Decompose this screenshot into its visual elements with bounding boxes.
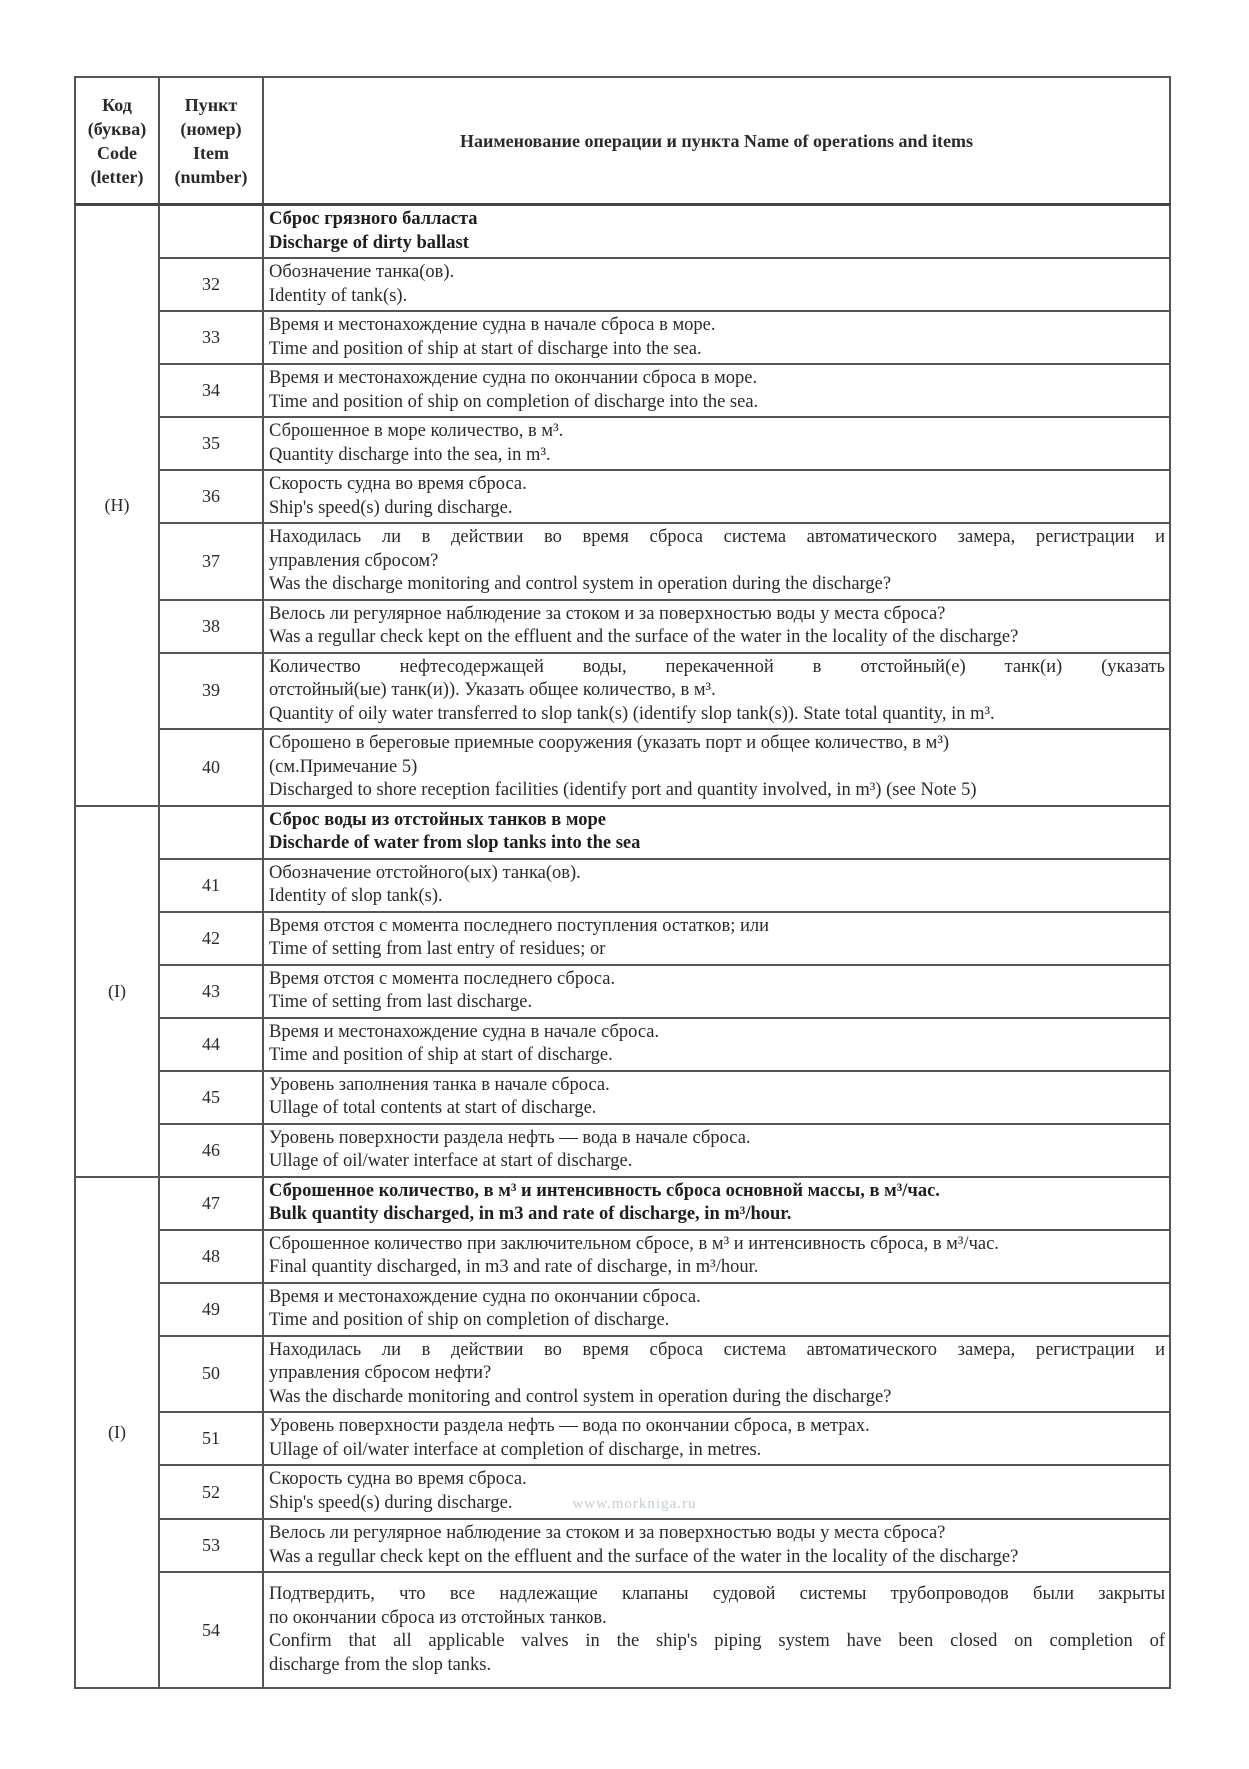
description-line: [269, 391, 1165, 415]
description-text: Велось ли регулярное наблюдение за стоком и за поверхностью воды у места сброса?: [269, 1523, 946, 1543]
description-text: Time and position of ship at start of discharge.: [269, 1045, 613, 1065]
description-line: [269, 1097, 1165, 1121]
table-row: [75, 523, 1170, 600]
section-title: [263, 205, 1170, 259]
description-line: [269, 679, 1165, 703]
item-number: 47: [159, 1177, 263, 1230]
description-text: Was a regullar check kept on the effluent and the surface of the water in the locality of the discharge?: [269, 627, 1019, 647]
description-text: Время отстоя с момента последнего поступления остатков; или: [269, 915, 770, 936]
description-text: Ship's speed(s) during discharge.: [269, 1492, 513, 1513]
item-description: [263, 965, 1170, 1018]
description-text: Сброшено в береговые приемные сооружения (указать порт и общее количество, в м³): [269, 733, 950, 753]
description-line: [269, 703, 1165, 727]
item-number: 33: [159, 311, 263, 364]
item-number: 49: [159, 1283, 263, 1336]
item-description: [263, 729, 1170, 806]
table-row: [75, 1124, 1170, 1177]
item-number: 53: [159, 1519, 263, 1572]
title-line: Сброс воды из отстойных танков в море: [269, 809, 606, 830]
item-number: 42: [159, 912, 263, 965]
description-line: [269, 338, 1165, 362]
description-text: Скорость судна во время сброса.: [269, 1469, 527, 1489]
description-line: [269, 1492, 1165, 1517]
description-line: [269, 444, 1165, 468]
description-line: [269, 938, 1165, 962]
description-text: Identity of tank(s).: [269, 285, 408, 306]
description-line: [269, 1203, 1165, 1227]
description-line: [269, 862, 1165, 886]
item-number: 43: [159, 965, 263, 1018]
code-cell: (I): [75, 806, 159, 1177]
table-row: [75, 1572, 1170, 1688]
description-line: [269, 1654, 1165, 1678]
description-line: [269, 626, 1165, 650]
description-line: [269, 779, 1165, 803]
description-text: Time of setting from last entry of residues; or: [269, 939, 606, 959]
description-text: Скорость судна во время сброса.: [269, 474, 527, 494]
description-text: Ship's speed(s) during discharge.: [269, 497, 513, 518]
description-text: Discharged to shore reception facilities (identify port and quantity involved, in m³) (see Note 5): [269, 780, 977, 800]
item-number: 52: [159, 1465, 263, 1519]
item-description: [263, 258, 1170, 311]
description-text: Время и местонахождение судна в начале сброса.: [269, 1021, 660, 1042]
item-description: [263, 417, 1170, 470]
description-line: [269, 1256, 1165, 1280]
description-line: [269, 550, 1165, 574]
item-description: [263, 859, 1170, 912]
description-text: Уровень поверхности раздела нефть — вода по окончании сброса, в метрах.: [269, 1416, 870, 1436]
description-text: управления сбросом?: [269, 550, 439, 571]
section-title-row: [75, 205, 1170, 259]
item-number: 45: [159, 1071, 263, 1124]
description-line: [269, 885, 1165, 909]
table-row: [75, 1230, 1170, 1283]
title-line: Discharge of dirty ballast: [269, 232, 469, 253]
table-row: [75, 417, 1170, 470]
description-line: [269, 1339, 1165, 1363]
item-description: [263, 523, 1170, 600]
description-text: Final quantity discharged, in m3 and rate of discharge, in m³/hour.: [269, 1257, 759, 1277]
section-title-row: [75, 806, 1170, 859]
table-row: [75, 912, 1170, 965]
table-row: [75, 653, 1170, 730]
description-line: [269, 1583, 1165, 1607]
item-number: 46: [159, 1124, 263, 1177]
item-description: [263, 1177, 1170, 1230]
code-cell: (H): [75, 205, 159, 806]
description-text: Сброшенное количество, в м³ и интенсивность сброса основной массы, в м³/час.: [269, 1180, 940, 1201]
item-description: [263, 600, 1170, 653]
item-number: 36: [159, 470, 263, 523]
description-text: отстойный(ые) танк(и)). Указать общее количество, в м³.: [269, 680, 716, 700]
description-text: Ullage of oil/water interface at completion of discharge, in metres.: [269, 1439, 762, 1460]
item-number: 44: [159, 1018, 263, 1071]
item-description: [263, 1283, 1170, 1336]
description-text: Обозначение танка(ов).: [269, 262, 455, 282]
description-line: [269, 497, 1165, 521]
item-number: 50: [159, 1336, 263, 1413]
item-description: [263, 1336, 1170, 1413]
table-row: [75, 1519, 1170, 1572]
item-description: [263, 311, 1170, 364]
description-line: [269, 1607, 1165, 1631]
description-line: [269, 915, 1165, 939]
header-row: [75, 77, 1170, 205]
header-code: Код (буква) Code (letter): [75, 77, 159, 205]
description-text: Находилась ли в действии во время сброса система автоматического замера, регистрации и: [269, 1339, 1165, 1360]
description-line: [269, 1309, 1165, 1333]
description-line: [269, 603, 1165, 627]
description-text: по окончании сброса из отстойных танков.: [269, 1607, 607, 1628]
description-text: Обозначение отстойного(ых) танка(ов).: [269, 862, 581, 883]
description-line: [269, 573, 1165, 597]
description-line: [269, 1362, 1165, 1386]
item-description: [263, 1018, 1170, 1071]
item-number: 54: [159, 1572, 263, 1688]
description-line: [269, 1233, 1165, 1257]
description-text: Велось ли регулярное наблюдение за стоком и за поверхностью воды у места сброса?: [269, 603, 946, 624]
description-text: Количество нефтесодержащей воды, перекаченной в отстойный(е) танк(и) (указать: [269, 656, 1165, 677]
description-line: [269, 656, 1165, 680]
description-text: Time and position of ship on completion of discharge into the sea.: [269, 391, 759, 412]
item-number: 40: [159, 729, 263, 806]
description-text: Quantity of oily water transferred to slop tank(s) (identify slop tank(s)). State total quantity, in m³.: [269, 703, 995, 724]
description-text: Сброшенное в море количество, в м³.: [269, 421, 564, 441]
description-line: [269, 991, 1165, 1015]
item-description: [263, 364, 1170, 417]
description-text: управления сбросом нефти?: [269, 1363, 492, 1383]
description-line: [269, 1522, 1165, 1546]
description-text: discharge from the slop tanks.: [269, 1654, 492, 1675]
item-number: 48: [159, 1230, 263, 1283]
description-text: Was a regullar check kept on the effluent and the surface of the water in the locality of the discharge?: [269, 1546, 1019, 1567]
title-line: Discharde of water from slop tanks into the sea: [269, 833, 641, 853]
table-row: [75, 470, 1170, 523]
description-text: Bulk quantity discharged, in m3 and rate of discharge, in m³/hour.: [269, 1204, 792, 1224]
item-number: 41: [159, 859, 263, 912]
item-description: [263, 1230, 1170, 1283]
table-row: [75, 1336, 1170, 1413]
table-row: [75, 1465, 1170, 1519]
description-text: Время отстоя с момента последнего сброса.: [269, 968, 616, 989]
watermark: www.morkniga.ru: [572, 1495, 697, 1512]
table-row: [75, 364, 1170, 417]
item-number: 51: [159, 1412, 263, 1465]
section-title: [263, 806, 1170, 859]
description-line: [269, 1415, 1165, 1439]
title-line: Сброс грязного балласта: [269, 209, 478, 229]
description-line: [269, 1074, 1165, 1098]
description-line: [269, 1630, 1165, 1654]
description-text: Подтвердить, что все надлежащие клапаны судовой системы трубопроводов были закрыты: [269, 1584, 1165, 1604]
description-text: Quantity discharge into the sea, in m³.: [269, 444, 551, 465]
description-text: Сброшенное количество при заключительном сбросе, в м³ и интенсивность сброса, в м³/час.: [269, 1233, 999, 1254]
description-line: [269, 261, 1165, 285]
description-line: [269, 756, 1165, 780]
table-row: [75, 258, 1170, 311]
item-description: [263, 653, 1170, 730]
header-item: Пункт (номер) Item (number): [159, 77, 263, 205]
description-line: [269, 285, 1165, 309]
item-number: 38: [159, 600, 263, 653]
description-text: Ullage of total contents at start of discharge.: [269, 1098, 597, 1118]
item-description: [263, 1519, 1170, 1572]
description-line: [269, 1286, 1165, 1310]
description-text: Time and position of ship on completion of discharge.: [269, 1310, 670, 1330]
description-text: Time of setting from last discharge.: [269, 992, 533, 1012]
item-description: [263, 470, 1170, 523]
header-name: Наименование операции и пункта Name of operations and items: [263, 77, 1170, 205]
description-line: [269, 367, 1165, 391]
description-line: [269, 1021, 1165, 1045]
item-number: 39: [159, 653, 263, 730]
table-row: [75, 600, 1170, 653]
description-line: [269, 314, 1165, 338]
item-number: 34: [159, 364, 263, 417]
description-text: Time and position of ship at start of discharge into the sea.: [269, 338, 702, 359]
item-number: 32: [159, 258, 263, 311]
description-line: [269, 1439, 1165, 1463]
description-text: Время и местонахождение судна по окончании сброса в море.: [269, 368, 758, 388]
description-line: [269, 1044, 1165, 1068]
item-description: [263, 1572, 1170, 1688]
description-text: Confirm that all applicable valves in the ship's piping system have been closed on completion of: [269, 1631, 1165, 1651]
item-description: [263, 1124, 1170, 1177]
table-row: [75, 859, 1170, 912]
description-line: [269, 732, 1165, 756]
operations-table: [74, 76, 1171, 1689]
description-text: Was the discharde monitoring and control system in operation during the discharge?: [269, 1386, 892, 1407]
description-text: Уровень заполнения танка в начале сброса.: [269, 1074, 610, 1095]
item-description: [263, 1071, 1170, 1124]
description-line: [269, 526, 1165, 550]
table-row: [75, 1177, 1170, 1230]
description-line: [269, 968, 1165, 992]
description-text: Время и местонахождение судна по окончании сброса.: [269, 1286, 701, 1307]
description-line: [269, 1386, 1165, 1410]
description-line: [269, 1546, 1165, 1570]
table-row: [75, 965, 1170, 1018]
table-row: [75, 1412, 1170, 1465]
description-line: [269, 420, 1165, 444]
description-line: [269, 1150, 1165, 1174]
description-text: Находилась ли в действии во время сброса система автоматического замера, регистрации и: [269, 527, 1165, 547]
table-row: [75, 311, 1170, 364]
description-line: [269, 473, 1165, 497]
description-line: [269, 1468, 1165, 1492]
item-description: [263, 912, 1170, 965]
table-row: [75, 729, 1170, 806]
item-description: [263, 1412, 1170, 1465]
item-number: 35: [159, 417, 263, 470]
description-text: (см.Примечание 5): [269, 756, 418, 777]
code-cell: (I): [75, 1177, 159, 1689]
item-description: [263, 1465, 1170, 1519]
item-number-cell: [159, 205, 263, 259]
item-number: 37: [159, 523, 263, 600]
description-text: Время и местонахождение судна в начале сброса в море.: [269, 315, 716, 335]
description-text: Уровень поверхности раздела нефть — вода в начале сброса.: [269, 1127, 751, 1148]
description-text: Identity of slop tank(s).: [269, 886, 443, 906]
description-text: Was the discharge monitoring and control system in operation during the discharge?: [269, 574, 892, 594]
description-line: [269, 1180, 1165, 1204]
item-number-cell: [159, 806, 263, 859]
table-row: [75, 1071, 1170, 1124]
description-line: [269, 1127, 1165, 1151]
description-text: Ullage of oil/water interface at start of discharge.: [269, 1151, 633, 1171]
table-row: [75, 1283, 1170, 1336]
table-row: [75, 1018, 1170, 1071]
